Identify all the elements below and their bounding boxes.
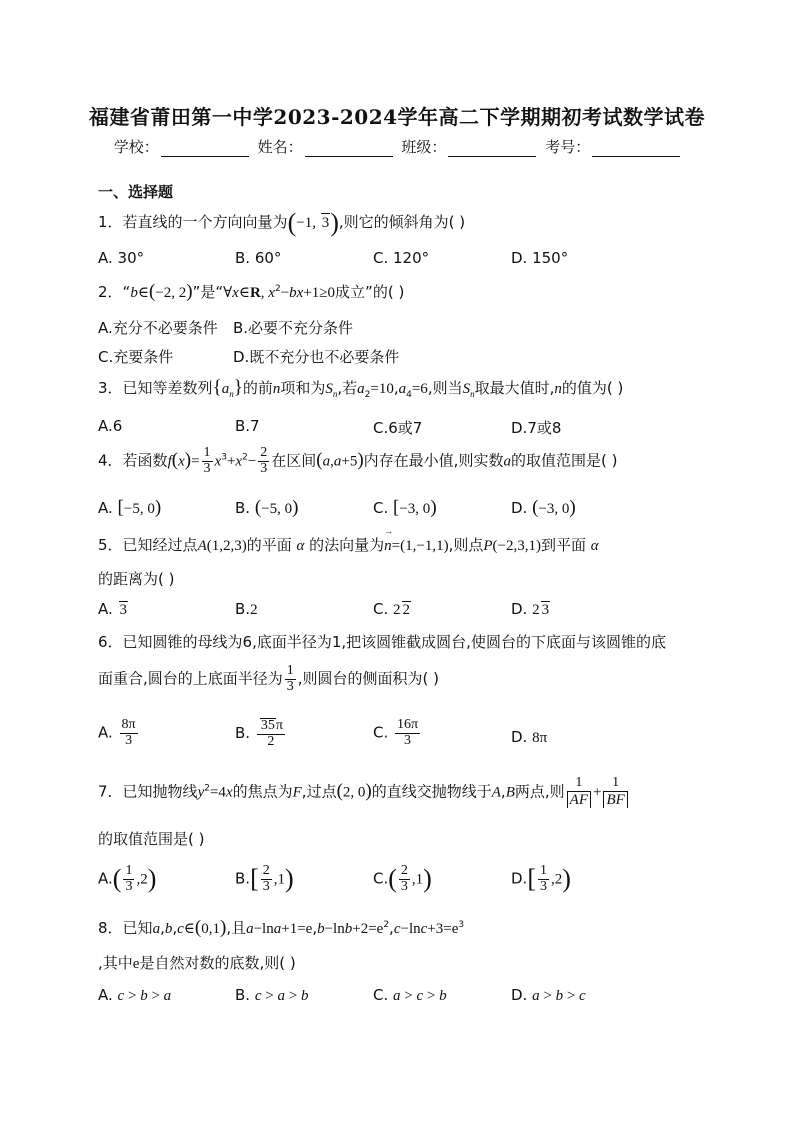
question-number: 1．: [98, 213, 123, 232]
option-b: B. (−5, 0): [235, 497, 299, 518]
question-7-cont: 的取值范围是( ): [98, 830, 205, 848]
option-b: B. 60°: [235, 249, 282, 267]
option-d: D. 150°: [511, 249, 569, 267]
question-2: 2．“b∈(−2, 2)”是“∀x∈R, $x^2-bx+1\ge 0$成立”的( ): [98, 281, 405, 302]
class-blank: [448, 142, 536, 157]
option-c: C. $\frac{16\pi}{3}$: [373, 717, 419, 748]
option-a: A.充分不必要条件: [98, 319, 218, 337]
section-title: 一、选择题: [98, 183, 174, 201]
number-label: 考号：: [545, 138, 591, 156]
question-number: 4．: [98, 451, 123, 470]
option-d: D. 2 3: [511, 600, 550, 618]
option-d: D.[ $\frac{1}{3}$ ,2): [511, 863, 571, 894]
question-number: 3．: [98, 379, 123, 397]
question-6-text-2a: 面重合,圆台的上底面半径为: [98, 669, 283, 688]
question-number: 2．: [98, 283, 123, 301]
option-b: B.7: [235, 417, 260, 435]
question-7: 7．已知抛物线$y^2=4x$的焦点为F,过点(2, 0)的直线交抛物线于A,B两点,则 $\frac{1}{AF}$ + $\frac{1}{BF}$: [98, 776, 630, 808]
option-c: C. a > c > b: [373, 986, 447, 1004]
class-label: 班级：: [401, 138, 447, 156]
option-a: A.( $\frac{1}{3}$ ,2): [98, 863, 157, 894]
name-label: 姓名：: [257, 138, 303, 156]
option-b: B.2: [235, 600, 258, 618]
question-number: 6．: [98, 633, 123, 651]
name-blank: [305, 142, 393, 157]
school-label: 学校：: [113, 138, 159, 156]
option-b: B. $\frac{35\pi}{2}$: [235, 718, 283, 749]
number-blank: [592, 142, 680, 157]
page-title: 福建省莆田第一中学2023-2024学年高二下学期期初考试数学试卷: [88, 105, 706, 129]
question-number: 8．: [98, 919, 123, 937]
option-d: D. (−3, 0): [511, 497, 576, 518]
question-number: 7．: [98, 782, 123, 801]
question-number: 5．: [98, 536, 123, 554]
question-6-cont: 面重合,圆台的上底面半径为 $\frac{1}{3}$ ,则圆台的侧面积为( ): [98, 663, 440, 694]
option-a: A. 3: [98, 600, 128, 618]
question-5-cont: 的距离为( ): [98, 570, 175, 588]
question-1: 1．若直线的一个方向向量为(−1, 3),则它的倾斜角为( ): [98, 208, 466, 237]
option-d: D.既不充分也不必要条件: [233, 348, 400, 366]
option-a: A. c > b > a: [98, 986, 172, 1004]
option-c: C. [−3, 0): [373, 497, 437, 518]
option-c: C. 2 2: [373, 600, 411, 618]
question-8-cont: ,其中e是自然对数的底数,则( ): [98, 954, 296, 972]
question-6-text-2b: ,则圆台的侧面积为( ): [297, 669, 440, 688]
question-6-text: 已知圆锥的母线为6,底面半径为1,把该圆锥截成圆台,使圆台的下底面与该圆锥的底: [122, 633, 666, 651]
option-a: A. [−5, 0): [98, 497, 162, 518]
option-c: C. 120°: [373, 249, 430, 267]
option-a: A.6: [98, 417, 123, 435]
option-b: B.必要不充分条件: [233, 319, 354, 337]
option-c: C.6或7: [373, 419, 423, 437]
option-d: D. a > b > c: [511, 986, 586, 1004]
option-c: C.( $\frac{2}{3}$ ,1): [373, 863, 432, 894]
question-6: [98, 633, 666, 651]
question-3: 3．已知等差数列$\{a_n\}$的前n项和为$S_n$,若$a_2=10,a_4=6$,则当$S_n$取最大值时,n的值为( ): [98, 377, 624, 400]
question-8: 8．已知a,b,c∈(0,1),且$a-\ln a+1=e,b-\ln b+2=e^2,c-\ln c+3=e^3$: [98, 917, 465, 938]
option-b: B. c > a > b: [235, 986, 309, 1004]
option-b: B.[ $\frac{2}{3}$ ,1): [235, 863, 294, 894]
school-blank: [161, 142, 249, 157]
option-c: C.充要条件: [98, 348, 174, 366]
option-d: D.7或8: [511, 419, 562, 437]
option-a: A. 30°: [98, 249, 145, 267]
student-info-row: [0, 136, 794, 157]
option-d: D. 8π: [511, 728, 548, 746]
question-5: 5．已知经过点A(1,2,3)的平面 α 的法向量为→ n=(1,−1,1),则点P(−2,3,1)到平面 α: [98, 536, 599, 555]
option-a: A. $\frac{8\pi}{3}$: [98, 717, 136, 748]
question-4: 4．若函数f(x)= $\frac{1}{3}$ $x^3+x^2-$ $\frac{2}{3}$ 在区间(a,a+5)内存在最小值,则实数a的取值范围是( ): [98, 445, 618, 476]
